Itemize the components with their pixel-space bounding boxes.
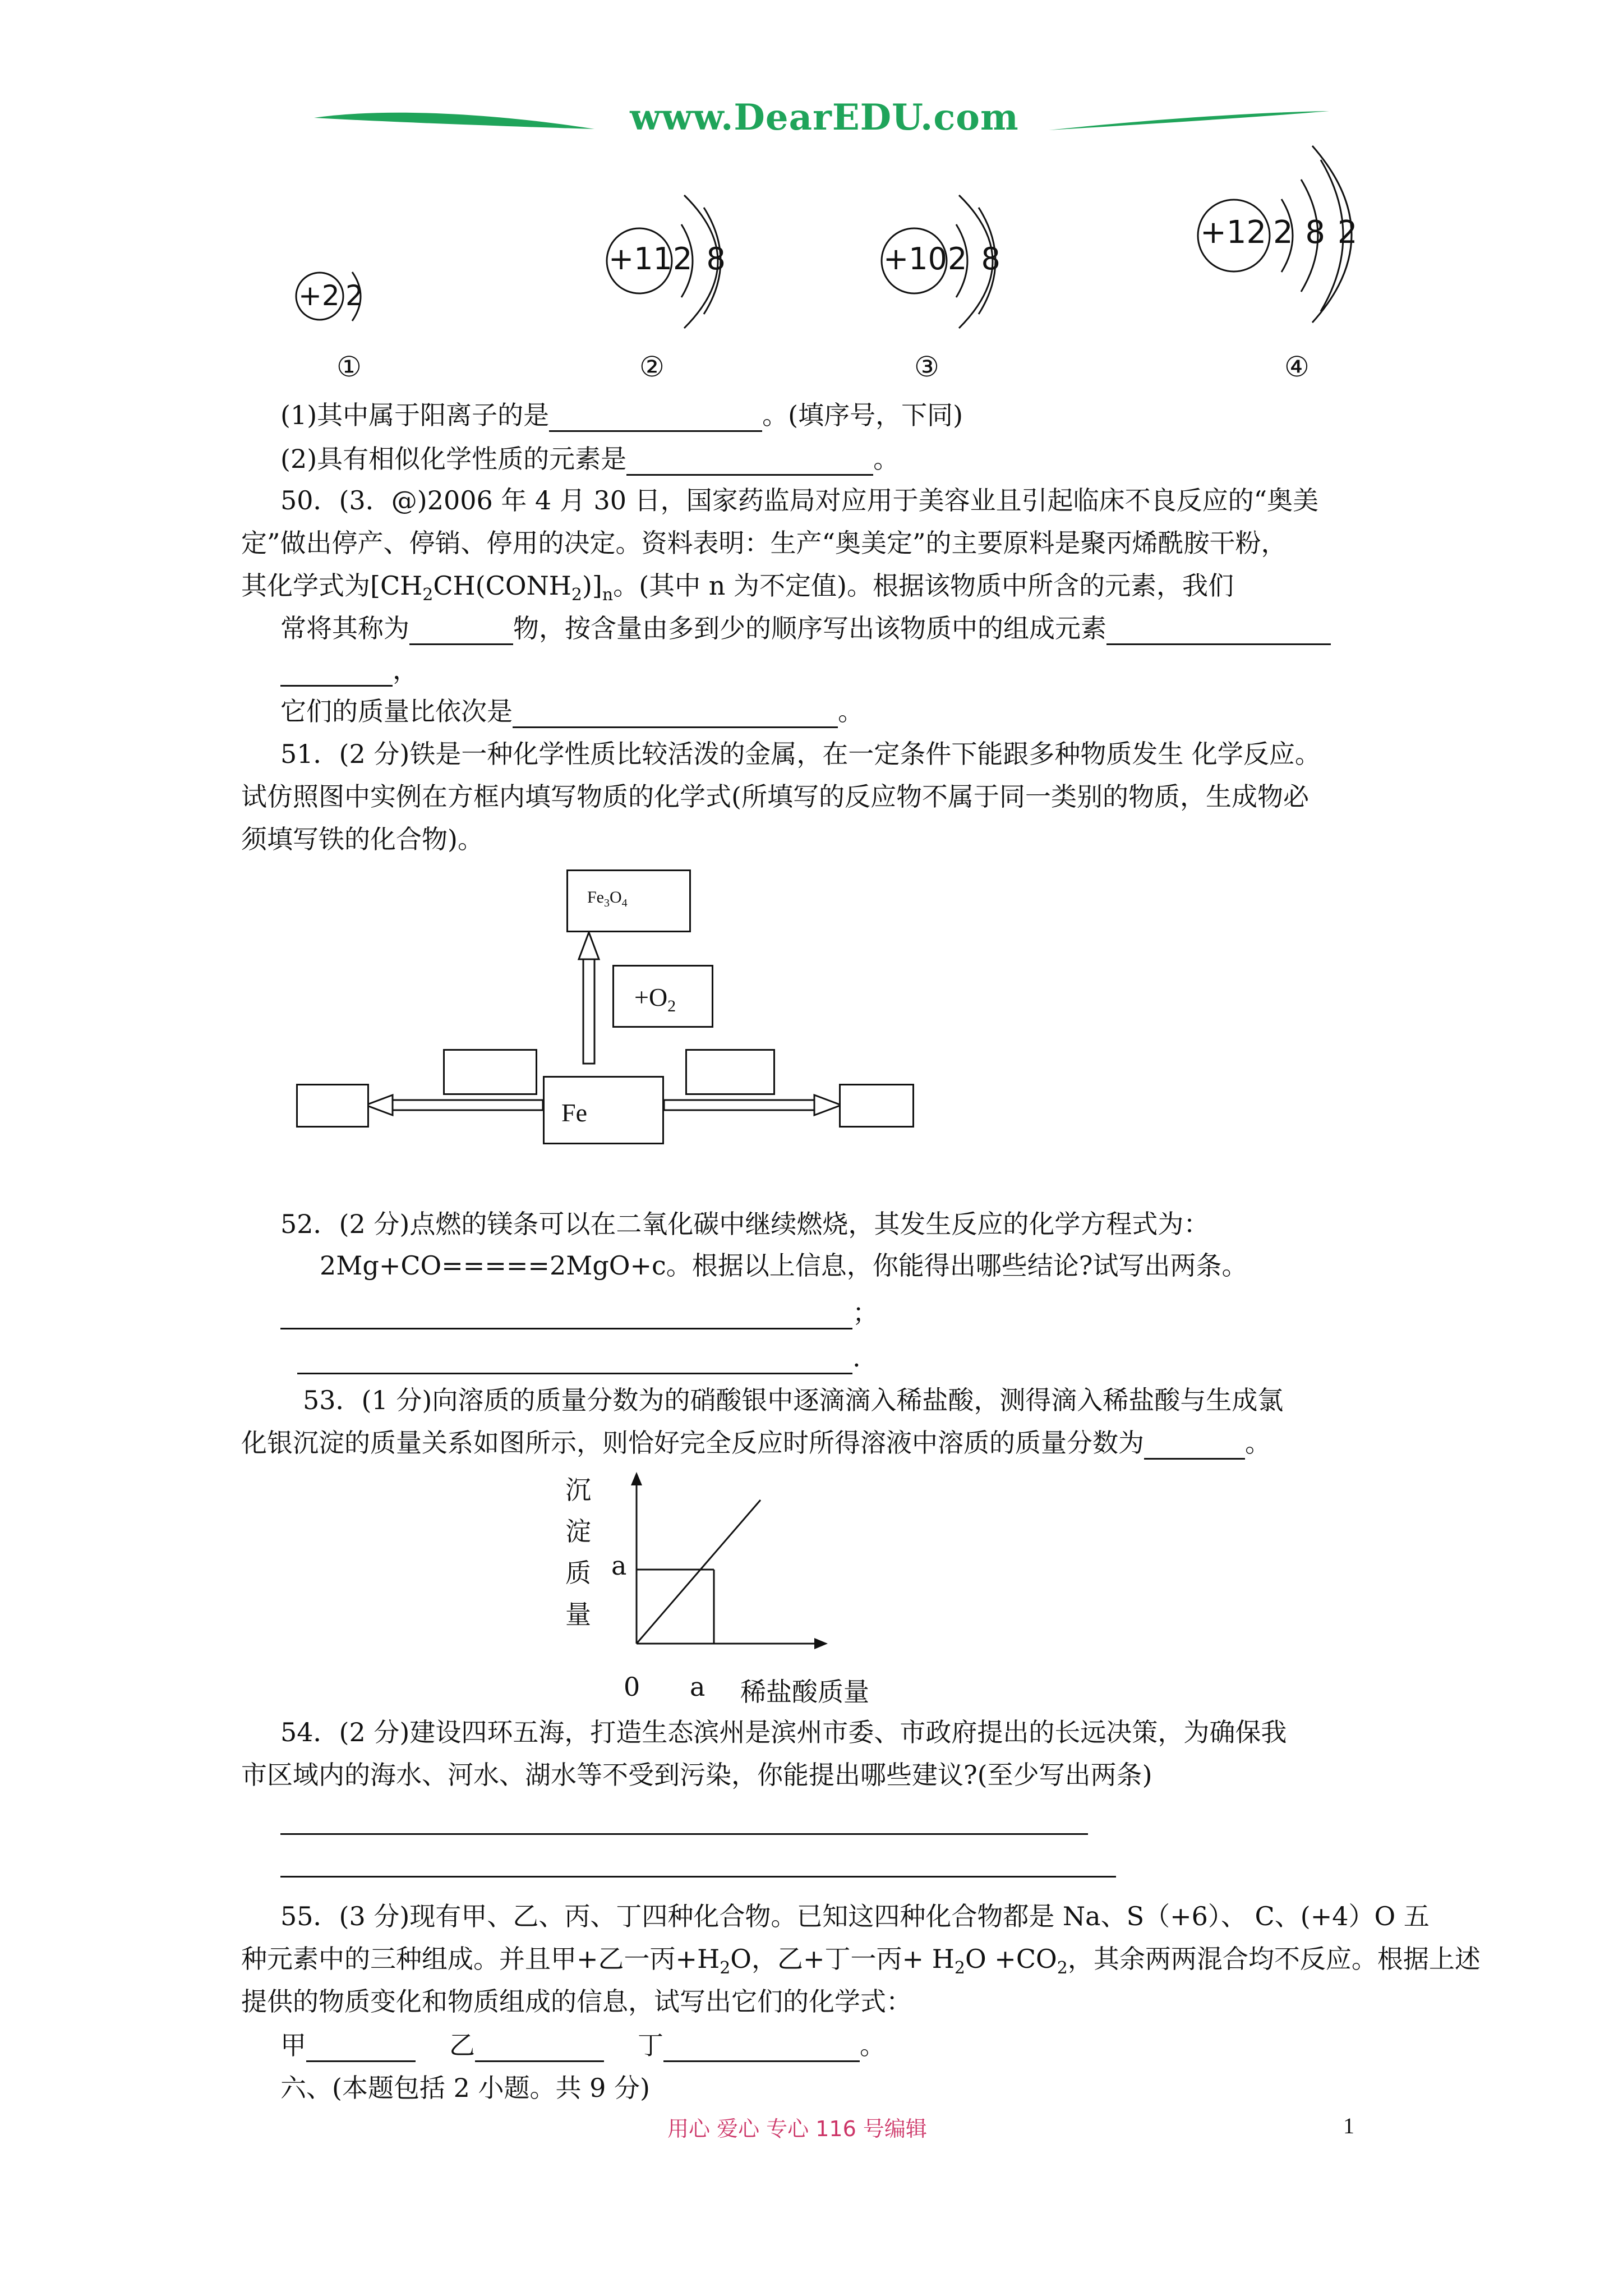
q54-line-2: 市区域内的海水、河水、湖水等不受到污染，你能提出哪些建议?(至少写出两条) [241, 1760, 1152, 1790]
y-axis-char-3: 质 [565, 1558, 591, 1588]
up-arrow [572, 931, 606, 1066]
q54-answer-line-2[interactable] [280, 1876, 1116, 1878]
q50-line-5: ， [280, 653, 418, 687]
answer-blank[interactable] [1144, 1433, 1245, 1460]
atom-diagram-1 [286, 258, 398, 337]
precipitate-line [637, 1500, 760, 1644]
center-box-fe: Fe [543, 1076, 664, 1144]
q50-line-6: 它们的质量比依次是 。 [280, 694, 864, 728]
q51-line-2: 试仿照图中实例在方框内填写物质的化学式(所填写的反应物不属于同一类别的物质，生成物必 [241, 781, 1309, 812]
footer-slogan: 用心 爱心 专心 116 号编辑 [667, 2116, 927, 2141]
y-axis-char-4: 量 [565, 1599, 591, 1630]
q55-line-3: 提供的物质变化和物质组成的信息，试写出它们的化学式： [241, 1986, 912, 2017]
nucleus-charge: +11 [608, 241, 672, 277]
atom-label-1: ① [336, 351, 362, 383]
answer-blank[interactable] [297, 1348, 852, 1374]
graph-plot [555, 1458, 925, 1660]
product-box-left-empty[interactable] [296, 1084, 369, 1128]
y-axis-char-2: 淀 [565, 1516, 591, 1547]
answer-blank-yi[interactable] [475, 2036, 604, 2062]
header-banner [308, 95, 1318, 146]
x-axis-origin: 0 [624, 1672, 640, 1702]
q52-answer-line-1: ； [280, 1296, 878, 1329]
y-axis-char-1: 沉 [565, 1475, 591, 1505]
product-box-fe3o4: $Fe_3O_4$ [566, 869, 691, 932]
atom-label-3: ③ [914, 351, 939, 383]
q54-answer-line-1[interactable] [280, 1833, 1088, 1835]
precipitate-graph [555, 1458, 925, 1717]
page-number: 1 [1343, 2113, 1354, 2138]
atom-label-2: ② [639, 351, 665, 383]
q54-line-1: 54．(2 分)建设四环五海，打造生态滨州是滨州市委、市政府提出的长远决策，为确保我 [280, 1717, 1287, 1747]
q50-line-1: 50．(3．@)2006 年 4 月 30 日，国家药监局对应用于美容业且引起临床不良反应的“奥美 [280, 485, 1319, 516]
q55-line-4: 甲 乙 丁 。 [280, 2028, 886, 2062]
right-arrow [663, 1088, 842, 1122]
answer-blank[interactable] [280, 1303, 852, 1329]
atom-label-4: ④ [1284, 351, 1310, 383]
shell-electrons: 2 8 [673, 241, 728, 277]
x-axis-mark-a: a [690, 1672, 706, 1702]
shell-electrons: 2 8 2 [1273, 214, 1359, 251]
answer-blank-jia[interactable] [306, 2036, 416, 2062]
shell-electrons: 2 [345, 279, 363, 312]
nucleus-charge: +2 [298, 279, 340, 312]
q55-line-2: 种元素中的三种组成。并且甲+乙一丙$+H_2O$，乙+丁一丙+ $H_2O +CO_2$，其余两两混合均不反应。根据上述 [241, 1944, 1481, 1978]
q52-line-2: 2Mg+CO=====2MgO+c。根据以上信息，你能得出哪些结论?试写出两条。 [320, 1250, 1248, 1281]
q51-line-3: 须填写铁的化合物)。 [241, 824, 483, 854]
atom-diagram-3 [858, 185, 1038, 342]
atom-diagram-2 [583, 185, 763, 342]
answer-blank[interactable] [409, 619, 513, 645]
reaction-diagram [292, 864, 920, 1156]
q51-line-1: 51．(2 分)铁是一种化学性质比较活泼的金属，在一定条件下能跟多种物质发生 化学反应。 [280, 739, 1321, 769]
atom-diagram-4 [1172, 135, 1396, 325]
answer-blank-ding[interactable] [663, 2036, 860, 2062]
q53-line-2: 化银沉淀的质量关系如图所示，则恰好完全反应时所得溶液中溶质的质量分数为 。 [241, 1426, 1271, 1460]
q55-line-1: 55．(3 分)现有甲、乙、丙、丁四种化合物。已知这四种化合物都是 Na、S（+6）、 C、(+4）O 五 [280, 1901, 1430, 1931]
q52-answer-line-2: . [297, 1341, 861, 1374]
answer-blank[interactable] [626, 449, 873, 476]
left-swoosh-decoration [308, 95, 600, 146]
q53-line-1: 53．(1 分)向溶质的质量分数为的硝酸银中逐滴滴入稀盐酸，测得滴入稀盐酸与生成氯 [303, 1385, 1284, 1415]
q49-line-2: (2)具有相似化学性质的元素是 。 [280, 442, 899, 476]
left-arrow [365, 1088, 544, 1122]
site-logo-text: www.DearEDU.com [630, 96, 1019, 139]
q49-line-1: (1)其中属于阳离子的是 。(填序号，下同) [280, 398, 963, 432]
y-axis-mark-a: a [611, 1550, 627, 1581]
x-axis-label: 稀盐酸质量 [740, 1677, 869, 1707]
product-box-right-empty[interactable] [839, 1084, 914, 1128]
nucleus-charge: +12 [1200, 214, 1267, 251]
answer-blank[interactable] [280, 660, 393, 687]
answer-blank[interactable] [513, 702, 838, 728]
q52-line-1: 52．(2 分)点燃的镁条可以在二氧化碳中继续燃烧，其发生反应的化学方程式为： [280, 1209, 1210, 1239]
reagent-box-o2: $+O_2$ [612, 965, 713, 1028]
answer-blank[interactable] [1106, 619, 1331, 645]
q50-line-4: 常将其称为 物，按含量由多到少的顺序写出该物质中的组成元素 [280, 611, 1331, 645]
q50-line-3: 其化学式为$[CH_2CH(CONH_2)]_n$。(其中 n 为不定值)。根据该物质中所含的元素，我们 [241, 570, 1234, 605]
answer-blank[interactable] [549, 406, 762, 432]
shell-electrons: 2 8 [948, 241, 1003, 277]
nucleus-charge: +10 [883, 241, 947, 277]
q50-line-2: 定”做出停产、停销、停用的决定。资料表明：生产“奥美定”的主要原料是聚丙烯酰胺干粉， [241, 528, 1287, 558]
section-6-heading: 六、(本题包括 2 小题。共 9 分) [280, 2073, 650, 2103]
